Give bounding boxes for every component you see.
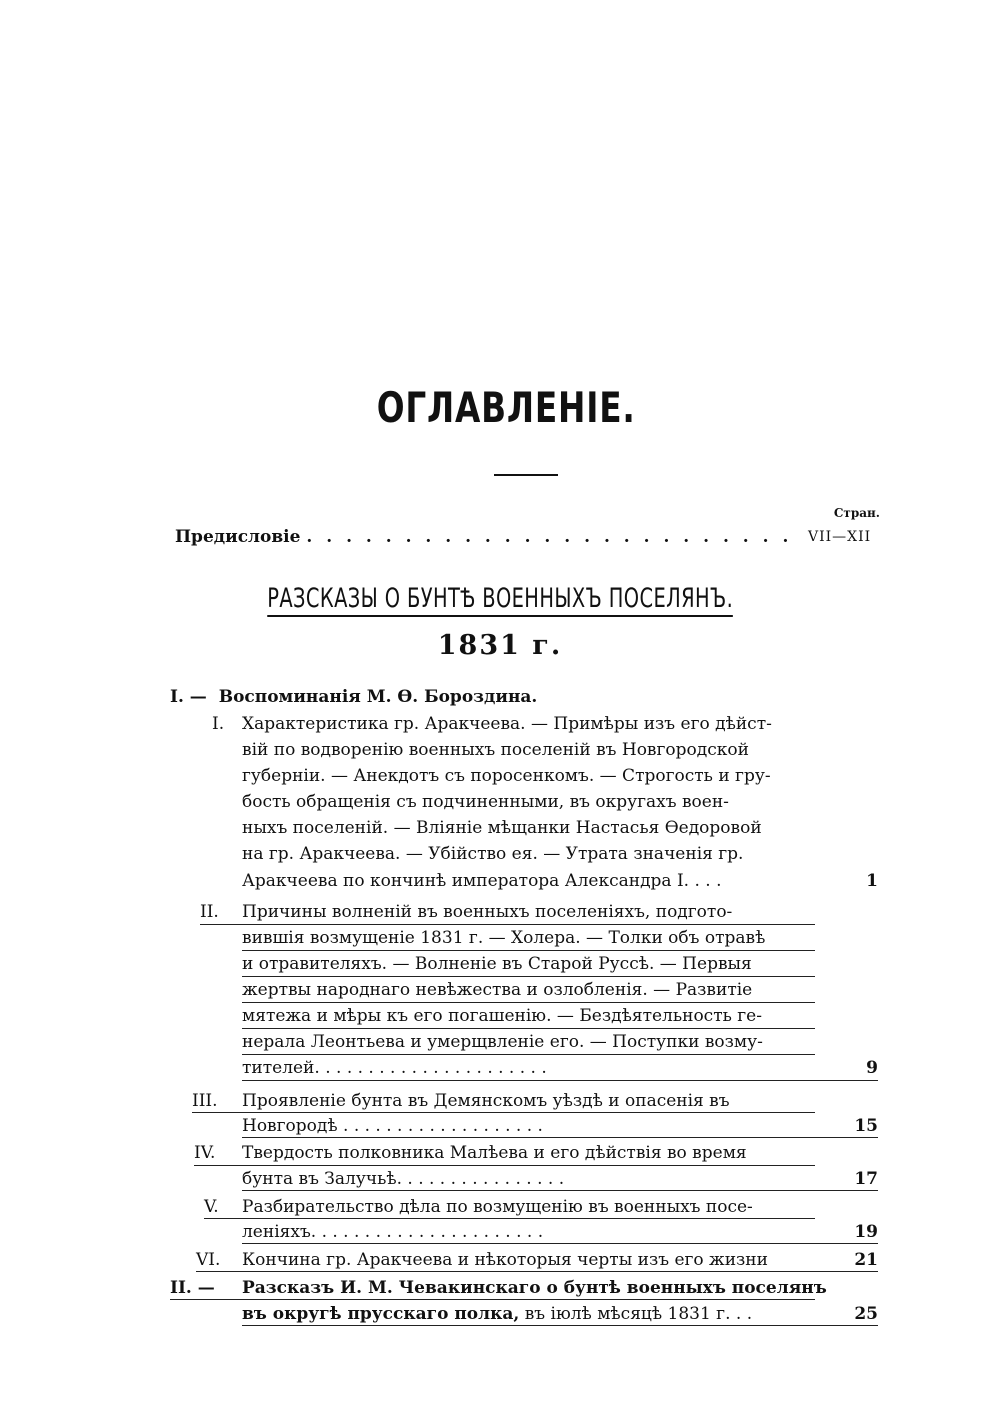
chapter-2-number: II.	[200, 902, 219, 922]
chapter-3-line: Проявленіе бунта въ Демянскомъ уѣздѣ и опасенія въ	[242, 1091, 730, 1111]
chapter-6-line: Кончина гр. Аракчеева и нѣкоторыя черты изъ его жизни	[242, 1250, 768, 1270]
chapter-6-number: VI.	[196, 1250, 221, 1270]
chapter-1-line: бость обращенія съ подчиненными, въ округахъ воен-	[242, 792, 729, 812]
chapter-4-line: бунта въ Залучьѣ. . . . . . . . . . . . . . . .	[242, 1169, 565, 1189]
chapter-1-line: вій по водворенію военныхъ поселеній въ Новгородской	[242, 740, 749, 760]
underline	[170, 1299, 815, 1300]
underline	[196, 1271, 878, 1272]
chapter-1-line: Характеристика гр. Аракчеева. — Примѣры изъ его дѣйст-	[242, 714, 772, 734]
preface-leader: . . . . . . . . . . . . . . . . . . . . . . . . .	[306, 527, 793, 547]
underline	[242, 1190, 878, 1191]
underline	[242, 1325, 878, 1326]
underline	[194, 1165, 815, 1166]
preface-entry	[175, 525, 792, 549]
part-1-number: I. —	[170, 687, 207, 707]
chapter-3-number: III.	[192, 1091, 218, 1111]
part-2-number: II. —	[170, 1278, 215, 1298]
chapter-2-line: жертвы народнаго невѣжества и озлобленія. — Развитіе	[242, 980, 753, 1000]
chapter-2-line: и отравителяхъ. — Волненіе въ Старой Руссѣ. — Первыя	[242, 954, 752, 974]
chapter-1-line: губерніи. — Анекдотъ съ поросенкомъ. — Строгость и гру-	[242, 766, 771, 786]
section-heading-text: РАЗСКАЗЫ О БУНТѢ ВОЕННЫХЪ ПОСЕЛЯНЪ.	[267, 583, 733, 617]
preface-pages: VII—XII	[808, 529, 872, 545]
part-2-page: 25	[854, 1304, 878, 1324]
pages-column-label: Стран.	[833, 506, 880, 520]
chapter-1-number: I.	[212, 714, 225, 734]
section-year: 1831 г.	[437, 630, 563, 661]
underline	[242, 1002, 815, 1003]
underline	[242, 1080, 878, 1081]
chapter-1-line: на гр. Аракчеева. — Убійство ея. — Утрата значенія гр.	[242, 844, 744, 864]
page-title: ОГЛАВЛЕНІЕ.	[376, 383, 636, 432]
underline	[200, 924, 815, 925]
section-heading	[0, 583, 1000, 617]
chapter-5-number: V.	[204, 1197, 219, 1217]
chapter-2-line: вившія возмущеніе 1831 г. — Холера. — Толки объ отравѣ	[242, 928, 766, 948]
chapter-1-line: ныхъ поселеній. — Вліяніе мѣщанки Настасья Ѳедоровой	[242, 818, 762, 838]
chapter-1-page: 1	[866, 871, 878, 891]
part-2-title-tail: въ іюлѣ мѣсяцѣ 1831 г. . .	[524, 1304, 753, 1324]
underline	[242, 1028, 815, 1029]
underline	[192, 1112, 815, 1113]
underline	[242, 1054, 815, 1055]
chapter-1-line: Аракчеева по кончинѣ императора Александра I. . . .	[242, 871, 722, 891]
chapter-3-line: Новгородѣ . . . . . . . . . . . . . . . . . . .	[242, 1116, 543, 1136]
chapter-4-page: 17	[854, 1169, 878, 1189]
underline	[242, 976, 815, 977]
part-2-title-line: Разсказъ И. М. Чевакинскаго о бунтѣ военныхъ поселянъ	[242, 1278, 827, 1298]
chapter-2-line: мятежа и мѣры къ его погашенію. — Бездѣятельность ге-	[242, 1006, 762, 1026]
underline	[242, 1243, 878, 1244]
underline	[242, 1137, 878, 1138]
chapter-2-line: тителей. . . . . . . . . . . . . . . . . . . . . .	[242, 1058, 547, 1078]
chapter-2-line: нерала Леонтьева и умерщвленіе его. — Поступки возму-	[242, 1032, 763, 1052]
chapter-3-page: 15	[854, 1116, 878, 1136]
part-1-heading	[170, 685, 537, 709]
chapter-6-page: 21	[854, 1250, 878, 1270]
chapter-5-line: леніяхъ. . . . . . . . . . . . . . . . . . . . . .	[242, 1222, 544, 1242]
chapter-4-line: Твердость полковника Малѣева и его дѣйствія во время	[242, 1143, 747, 1163]
chapter-5-page: 19	[854, 1222, 878, 1242]
part-1-title: Воспоминанія М. Ѳ. Бороздина.	[218, 687, 538, 707]
part-2-title-line: въ округѣ прусскаго полка,	[242, 1304, 520, 1324]
underline	[204, 1218, 815, 1219]
part-2-title-continued	[242, 1302, 752, 1326]
underline	[242, 950, 815, 951]
chapter-2-page: 9	[866, 1058, 878, 1078]
title-divider	[494, 474, 558, 476]
chapter-4-number: IV.	[194, 1143, 216, 1163]
chapter-2-line: Причины волненій въ военныхъ поселеніяхъ, подгото-	[242, 902, 733, 922]
preface-label: Предисловіе	[175, 527, 301, 547]
chapter-5-line: Разбирательство дѣла по возмущенію въ военныхъ посе-	[242, 1197, 753, 1217]
